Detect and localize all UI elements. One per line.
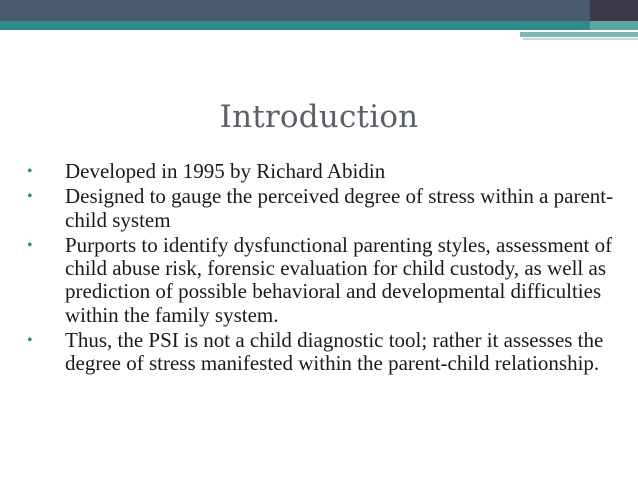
bullet-text: Thus, the PSI is not a child diagnostic tool; rather it assesses the degree of stress manifested within the parent-child relationship. [65,328,604,376]
bullet-item [24,234,614,327]
bullet-list [24,160,614,378]
bullet-icon: • [27,332,33,350]
bullet-item [24,185,614,232]
bullet-item [24,329,614,376]
header-band-corner [590,0,638,21]
thin-accent-band [0,32,638,37]
bullet-text: Purports to identify dysfunctional parenting styles, assessment of child abuse risk, forensic evaluation for child custody, as well as prediction of possible behavioral and developmental difficulties within the family system. [65,232,613,327]
slide-title: Introduction [219,99,419,135]
bullet-item [24,160,614,183]
teal-band [0,21,638,30]
bullet-icon: • [27,236,33,254]
bullet-text: Developed in 1995 by Richard Abidin [65,159,386,183]
bullet-icon: • [27,188,33,206]
accent-stroke [523,38,638,40]
thin-band-gap [0,32,520,37]
header-band [0,0,638,21]
bullet-icon: • [27,163,33,180]
bullet-text: Designed to gauge the perceived degree of stress within a parent-child system [65,184,614,232]
teal-band-corner [590,21,638,30]
